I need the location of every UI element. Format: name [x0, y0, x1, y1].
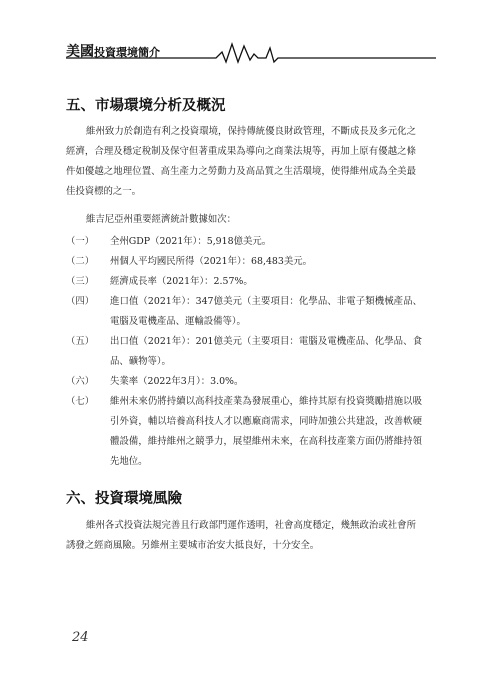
list-item-number: （七） [66, 396, 95, 407]
header-title-main: 美國 [66, 44, 94, 60]
list-item [66, 292, 422, 332]
list-item-text: 經濟成長率（2021年）：2.57%。 [110, 276, 253, 287]
stats-intro-text: 維吉尼亞州重要經濟統計數據如次： [86, 214, 237, 225]
list-item-text: 失業率（2022年3月）：3.0%。 [110, 376, 244, 387]
section-6-heading: 六、投資環境風險 [66, 490, 182, 507]
list-item [66, 232, 422, 252]
page-number: 24 [72, 630, 89, 645]
header-title-rest: 投資環境簡介 [94, 46, 160, 59]
running-header [66, 38, 436, 64]
list-item-text: 出口值（2021年）：201億美元（主要項目：電腦及電機產品、化學品、食品、礦物等）。 [110, 336, 422, 367]
list-item [66, 332, 422, 372]
list-item-number: （四） [66, 296, 95, 307]
list-item-text: 維州未來仍將持續以高科技產業為發展重心，維持其原有投資獎勵措施以吸引外資，輔以培養高科技人才以應廠商需求，同時加強公共建設，改善軟硬體設備，維持維州之競爭力，展望維州未來，在高科技產業方面仍將維持領先地位。 [110, 396, 422, 467]
list-item-number: （五） [66, 336, 95, 347]
list-item-text: 州個人平均國民所得（2021年）：68,483美元。 [110, 256, 312, 267]
list-item-text: 全州GDP（2021年）：5,918億美元。 [110, 236, 272, 247]
list-item-number: （三） [66, 276, 95, 287]
list-item [66, 372, 422, 392]
list-item-number: （六） [66, 376, 95, 387]
header-title [66, 41, 160, 61]
section-5-paragraph [66, 122, 416, 202]
list-item-text: 進口值（2021年）：347億美元（主要項目：化學品、非電子類機械產品、電腦及電機產品、運輸設備等）。 [110, 296, 422, 327]
section-5-heading: 五、市場環境分析及概況 [66, 97, 226, 114]
list-item [66, 252, 422, 272]
list-item [66, 392, 422, 472]
section-6-paragraph-text: 維州各式投資法規完善且行政部門運作透明，社會高度穩定，幾無政治或社會所誘發之經商風險。另維州主要城市治安大抵良好，十分安全。 [66, 520, 416, 551]
stats-list [66, 232, 422, 472]
list-item-number: （一） [66, 236, 95, 247]
stats-intro [66, 210, 416, 230]
section-5-paragraph-text: 維州致力於創造有利之投資環境，保持傳統優良財政管理，不斷成長及多元化之經濟，合理及穩定稅制及保守但著重成果為導向之商業法規等，再加上原有優越之條件如優越之地理位置、高生產力之勞動力及高品質之生活環境，使得維州成為全美最佳投資標的之一。 [66, 126, 416, 197]
section-6-paragraph [66, 516, 416, 556]
list-item-number: （二） [66, 256, 95, 267]
list-item [66, 272, 422, 292]
